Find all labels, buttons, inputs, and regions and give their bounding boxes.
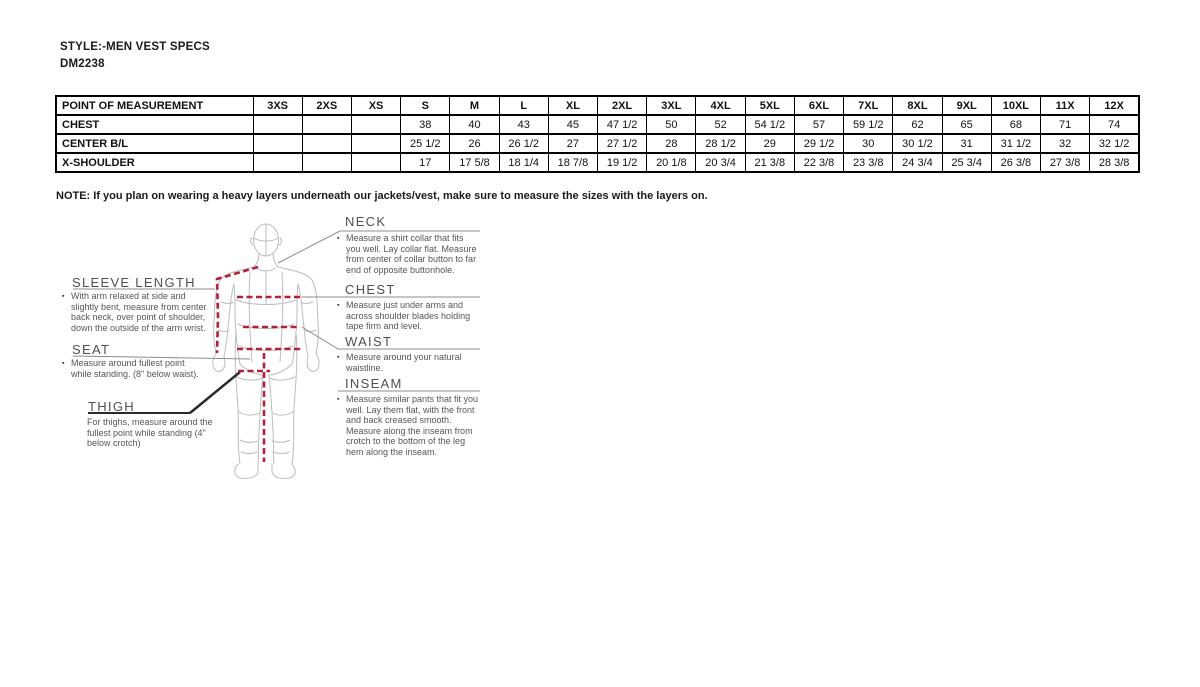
bullet-icon: ▪ xyxy=(62,293,65,300)
size-column-header: S xyxy=(401,96,450,115)
size-value-cell: 17 5/8 xyxy=(450,153,499,172)
size-value-cell xyxy=(302,134,351,153)
table-row xyxy=(56,153,1139,172)
bullet-icon: ▪ xyxy=(337,235,340,242)
size-value-cell xyxy=(351,134,400,153)
size-column-header: 9XL xyxy=(942,96,991,115)
guide-heading-inseam: INSEAM xyxy=(345,376,403,391)
bullet-icon: ▪ xyxy=(337,354,340,361)
sleeve-length-line xyxy=(217,267,258,353)
size-column-header: 6XL xyxy=(794,96,843,115)
guide-body-thigh: For thighs, measure around the fullest point while standing (4" below crotch) xyxy=(87,417,213,448)
size-value-cell xyxy=(302,153,351,172)
size-value-cell: 21 3/8 xyxy=(745,153,794,172)
size-value-cell: 26 3/8 xyxy=(991,153,1040,172)
size-value-cell: 20 3/4 xyxy=(696,153,745,172)
guide-heading-neck: NECK xyxy=(345,214,387,229)
size-value-cell: 26 1/2 xyxy=(499,134,548,153)
size-value-cell: 31 xyxy=(942,134,991,153)
size-column-header: 8XL xyxy=(893,96,942,115)
size-column-header: 12X xyxy=(1090,96,1139,115)
size-value-cell: 25 3/4 xyxy=(942,153,991,172)
size-value-cell: 50 xyxy=(647,115,696,134)
size-value-cell xyxy=(351,115,400,134)
size-value-cell: 40 xyxy=(450,115,499,134)
size-value-cell: 28 1/2 xyxy=(696,134,745,153)
row-label: CENTER B/L xyxy=(56,134,253,153)
size-value-cell xyxy=(253,153,302,172)
size-value-cell: 30 1/2 xyxy=(893,134,942,153)
guide-heading-waist: WAIST xyxy=(345,334,393,349)
row-label: X-SHOULDER xyxy=(56,153,253,172)
table-row xyxy=(56,134,1139,153)
size-value-cell: 31 1/2 xyxy=(991,134,1040,153)
guide-heading-sleeve-length: SLEEVE LENGTH xyxy=(72,275,196,290)
size-value-cell: 27 1/2 xyxy=(598,134,647,153)
guide-body-chest: ▪ Measure just under arms and across shoulder blades holding tape firm and level. xyxy=(337,300,471,331)
size-value-cell: 74 xyxy=(1090,115,1139,134)
size-value-cell: 24 3/4 xyxy=(893,153,942,172)
bullet-icon: ▪ xyxy=(337,302,340,309)
guide-body-neck: ▪ Measure a shirt collar that fits you well. Lay collar flat. Measure from center of collar button to far end of opposite buttonhole. xyxy=(337,233,477,275)
size-value-cell: 30 xyxy=(844,134,893,153)
size-value-cell: 20 1/8 xyxy=(647,153,696,172)
size-value-cell: 32 1/2 xyxy=(1090,134,1139,153)
size-column-header: 3XL xyxy=(647,96,696,115)
size-value-cell: 18 1/4 xyxy=(499,153,548,172)
size-column-header: 7XL xyxy=(844,96,893,115)
size-value-cell: 71 xyxy=(1041,115,1090,134)
size-value-cell: 27 xyxy=(548,134,597,153)
size-value-cell: 28 3/8 xyxy=(1090,153,1139,172)
size-table-wrap xyxy=(55,95,1140,173)
size-value-cell: 22 3/8 xyxy=(794,153,843,172)
size-value-cell: 18 7/8 xyxy=(548,153,597,172)
size-value-cell xyxy=(302,115,351,134)
bullet-icon: ▪ xyxy=(62,360,65,367)
title-block xyxy=(60,39,210,73)
size-value-cell: 26 xyxy=(450,134,499,153)
size-value-cell: 43 xyxy=(499,115,548,134)
size-value-cell: 28 xyxy=(647,134,696,153)
guide-heading-seat: SEAT xyxy=(72,342,111,357)
size-column-header: 5XL xyxy=(745,96,794,115)
guide-heading-thigh: THIGH xyxy=(88,399,135,414)
size-value-cell: 32 xyxy=(1041,134,1090,153)
size-column-header: 10XL xyxy=(991,96,1040,115)
size-column-header: XS xyxy=(351,96,400,115)
size-column-header: 2XL xyxy=(598,96,647,115)
measurement-diagram xyxy=(0,212,560,502)
size-column-header: 4XL xyxy=(696,96,745,115)
guide-body-seat: ▪ Measure around fullest point while standing. (8" below waist). xyxy=(62,358,199,379)
size-value-cell: 17 xyxy=(401,153,450,172)
size-value-cell: 38 xyxy=(401,115,450,134)
style-code: DM2238 xyxy=(60,58,105,70)
size-value-cell: 59 1/2 xyxy=(844,115,893,134)
body-figure-illustration xyxy=(213,224,319,478)
bullet-icon: ▪ xyxy=(337,396,340,403)
size-value-cell: 54 1/2 xyxy=(745,115,794,134)
size-value-cell: 29 xyxy=(745,134,794,153)
style-label: STYLE:-MEN VEST SPECS xyxy=(60,41,210,53)
size-column-header: 2XS xyxy=(302,96,351,115)
row-label: CHEST xyxy=(56,115,253,134)
size-value-cell: 23 3/8 xyxy=(844,153,893,172)
size-value-cell: 62 xyxy=(893,115,942,134)
size-column-header: L xyxy=(499,96,548,115)
size-value-cell: 68 xyxy=(991,115,1040,134)
guide-heading-chest: CHEST xyxy=(345,282,396,297)
size-value-cell: 65 xyxy=(942,115,991,134)
size-column-header: 11X xyxy=(1041,96,1090,115)
size-value-cell: 25 1/2 xyxy=(401,134,450,153)
guide-body-inseam: ▪ Measure similar pants that fit you well. Lay them flat, with the front and back creased smooth. Measure along the inseam from crotch to the bottom of the leg hem along the inseam. xyxy=(337,394,479,457)
size-value-cell: 52 xyxy=(696,115,745,134)
size-value-cell: 57 xyxy=(794,115,843,134)
size-value-cell xyxy=(253,115,302,134)
size-value-cell: 19 1/2 xyxy=(598,153,647,172)
size-value-cell xyxy=(253,134,302,153)
size-value-cell: 47 1/2 xyxy=(598,115,647,134)
size-column-header: M xyxy=(450,96,499,115)
size-value-cell: 45 xyxy=(548,115,597,134)
size-value-cell xyxy=(351,153,400,172)
header-row xyxy=(56,96,1139,115)
note-text: NOTE: If you plan on wearing a heavy layers underneath our jackets/vest, make sure to measure the sizes with the layers on. xyxy=(56,190,708,202)
table-row xyxy=(56,115,1139,134)
point-of-measurement-header: POINT OF MEASUREMENT xyxy=(56,96,253,115)
size-spec-table xyxy=(55,95,1140,173)
guide-body-waist: ▪ Measure around your natural waistline. xyxy=(337,352,462,373)
guide-body-sleeve-length: ▪ With arm relaxed at side and slightly bent, measure from center back neck, over point of shoulder, down the outside of the arm wrist. xyxy=(62,291,207,333)
size-column-header: XL xyxy=(548,96,597,115)
size-value-cell: 29 1/2 xyxy=(794,134,843,153)
size-value-cell: 27 3/8 xyxy=(1041,153,1090,172)
size-column-header: 3XS xyxy=(253,96,302,115)
